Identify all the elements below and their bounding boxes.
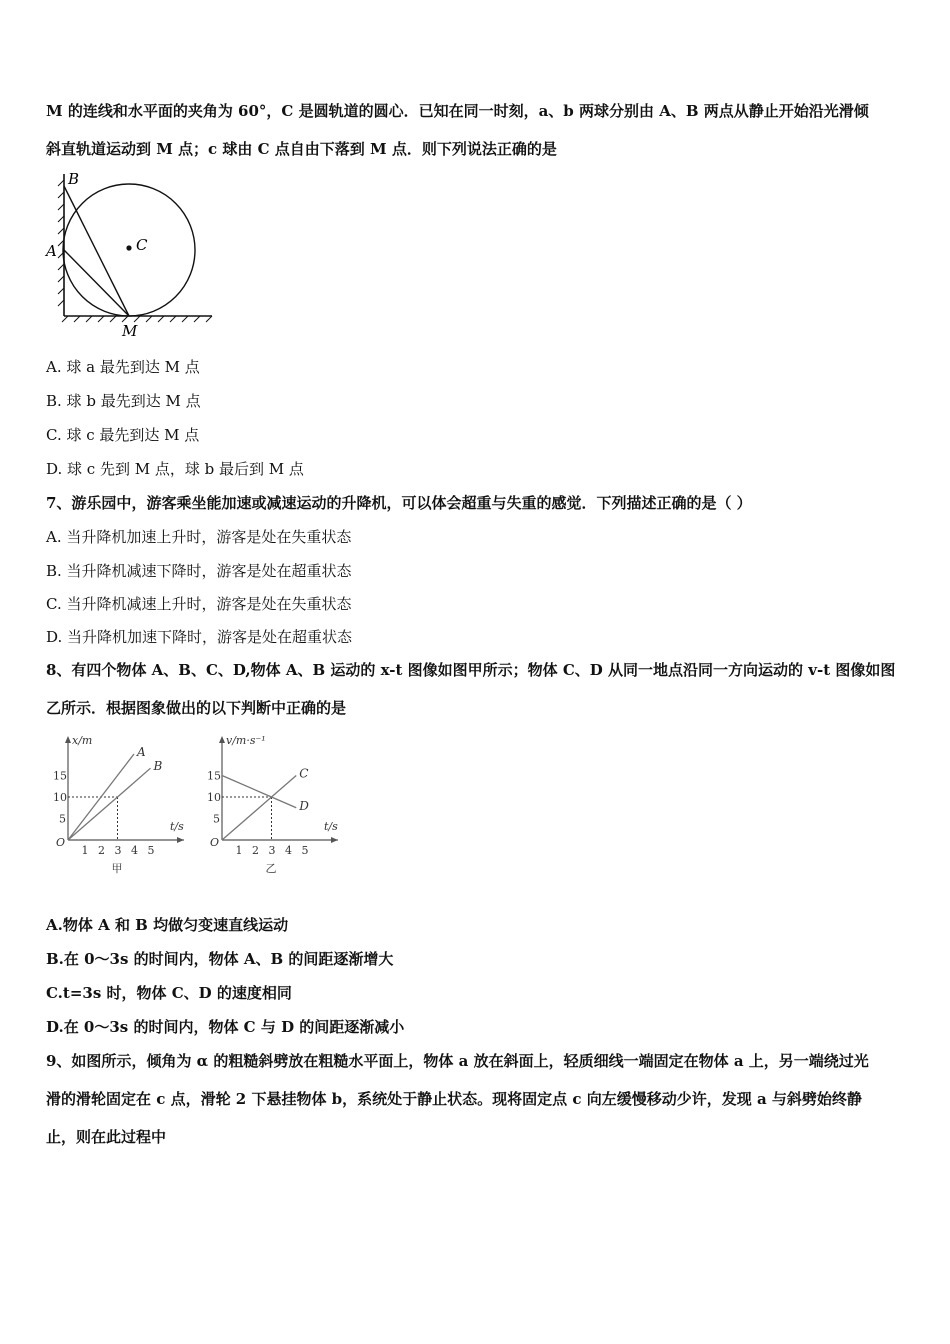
q7-option-c: C. 当升降机减速上升时，游客是处在失重状态	[46, 595, 352, 613]
q8-option-d: D.在 0～3s 的时间内，物体 C 与 D 的间距逐渐减小	[46, 1018, 405, 1036]
jia-caption: 甲	[111, 862, 123, 875]
q7-option-b: B. 当升降机减速下降时，游客是处在超重状态	[46, 562, 352, 580]
yi-x-arrow	[331, 837, 338, 843]
track-am	[64, 250, 129, 316]
jia-series-label-A: A	[137, 745, 146, 759]
q6-circle-track-figure	[44, 170, 219, 340]
q7-option-d: D. 当升降机加速下降时，游客是处在超重状态	[46, 628, 353, 646]
yi-xtick-5: 5	[301, 844, 309, 857]
q6-option-b: B. 球 b 最先到达 M 点	[46, 392, 201, 410]
center-point-c	[126, 245, 131, 250]
yi-x-label: t/s	[324, 820, 338, 833]
q6-option-d: D. 球 c 先到 M 点，球 b 最后到 M 点	[46, 460, 304, 478]
yi-origin: O	[210, 836, 220, 849]
q7-option-a: A. 当升降机加速上升时，游客是处在失重状态	[46, 528, 352, 546]
jia-ytick-5: 5	[59, 812, 66, 826]
yi-series-label-D: D	[299, 798, 309, 813]
label-c: C	[136, 236, 148, 254]
q8-option-c: C.t=3s 时，物体 C、D 的速度相同	[46, 984, 292, 1002]
yi-ytick-15: 15	[207, 769, 221, 783]
yi-y-arrow	[219, 736, 225, 743]
chart-vt-yi	[200, 730, 350, 880]
jia-xtick-5: 5	[147, 844, 155, 857]
yi-series-label-C: C	[299, 766, 309, 781]
q8-stem-line-2: 乙所示．根据图象做出的以下判断中正确的是	[46, 699, 347, 717]
label-m: M	[122, 322, 138, 340]
yi-xtick-3: 3	[268, 844, 276, 857]
label-b: B	[68, 170, 80, 188]
yi-y-label: v/m·s⁻¹	[226, 734, 266, 747]
q9-line-3: 止，则在此过程中	[46, 1128, 167, 1146]
yi-xtick-2: 2	[252, 844, 259, 857]
jia-series-B	[68, 768, 151, 840]
jia-series-label-B: B	[153, 759, 163, 774]
yi-series-D	[222, 776, 296, 808]
q6-stem-line-1: M 的连线和水平面的夹角为 60°，C 是圆轨道的圆心．已知在同一时刻，a、b 两球分别由 A、B 两点从静止开始沿光滑倾	[46, 102, 869, 120]
q6-stem-line-2: 斜直轨道运动到 M 点；c 球由 C 点自由下落到 M 点．则下列说法正确的是	[46, 140, 557, 158]
q8-option-b: B.在 0～3s 的时间内，物体 A、B 的间距逐渐增大	[46, 950, 394, 968]
q9-line-2: 滑的滑轮固定在 c 点，滑轮 2 下悬挂物体 b，系统处于静止状态。现将固定点 c 向左缓慢移动少许，发现 a 与斜劈始终静	[46, 1090, 862, 1108]
jia-ytick-15: 15	[53, 769, 67, 783]
chart-xt-jia	[46, 730, 196, 880]
yi-xtick-1: 1	[235, 844, 243, 857]
jia-xtick-2: 2	[98, 844, 105, 857]
q8-option-a: A.物体 A 和 B 均做匀变速直线运动	[46, 916, 289, 934]
yi-ytick-5: 5	[213, 812, 220, 826]
jia-x-label: t/s	[170, 820, 184, 833]
jia-origin: O	[56, 836, 66, 849]
jia-xtick-1: 1	[81, 844, 89, 857]
jia-y-arrow	[65, 736, 71, 743]
yi-series-C	[222, 776, 296, 841]
jia-x-arrow	[177, 837, 184, 843]
q8-stem-line-1: 8、有四个物体 A、B、C、D,物体 A、B 运动的 x-t 图像如图甲所示；物体 C、D 从同一地点沿同一方向运动的 v-t 图像如图	[46, 661, 896, 679]
yi-caption: 乙	[265, 862, 277, 875]
jia-y-label: x/m	[72, 734, 93, 747]
q6-option-a: A. 球 a 最先到达 M 点	[46, 358, 200, 376]
jia-xtick-3: 3	[114, 844, 122, 857]
jia-xtick-4: 4	[131, 844, 138, 857]
q9-line-1: 9、如图所示，倾角为 α 的粗糙斜劈放在粗糙水平面上，物体 a 放在斜面上，轻质细线一端固定在物体 a 上，另一端绕过光	[46, 1052, 869, 1070]
track-bm	[64, 186, 129, 316]
q6-option-c: C. 球 c 最先到达 M 点	[46, 426, 200, 444]
yi-ytick-10: 10	[207, 791, 221, 804]
yi-xtick-4: 4	[285, 844, 292, 857]
q7-stem: 7、游乐园中，游客乘坐能加速或减速运动的升降机，可以体会超重与失重的感觉．下列描述正确的是（ ）	[46, 494, 752, 512]
label-a: A	[46, 242, 57, 260]
jia-ytick-10: 10	[53, 791, 67, 804]
